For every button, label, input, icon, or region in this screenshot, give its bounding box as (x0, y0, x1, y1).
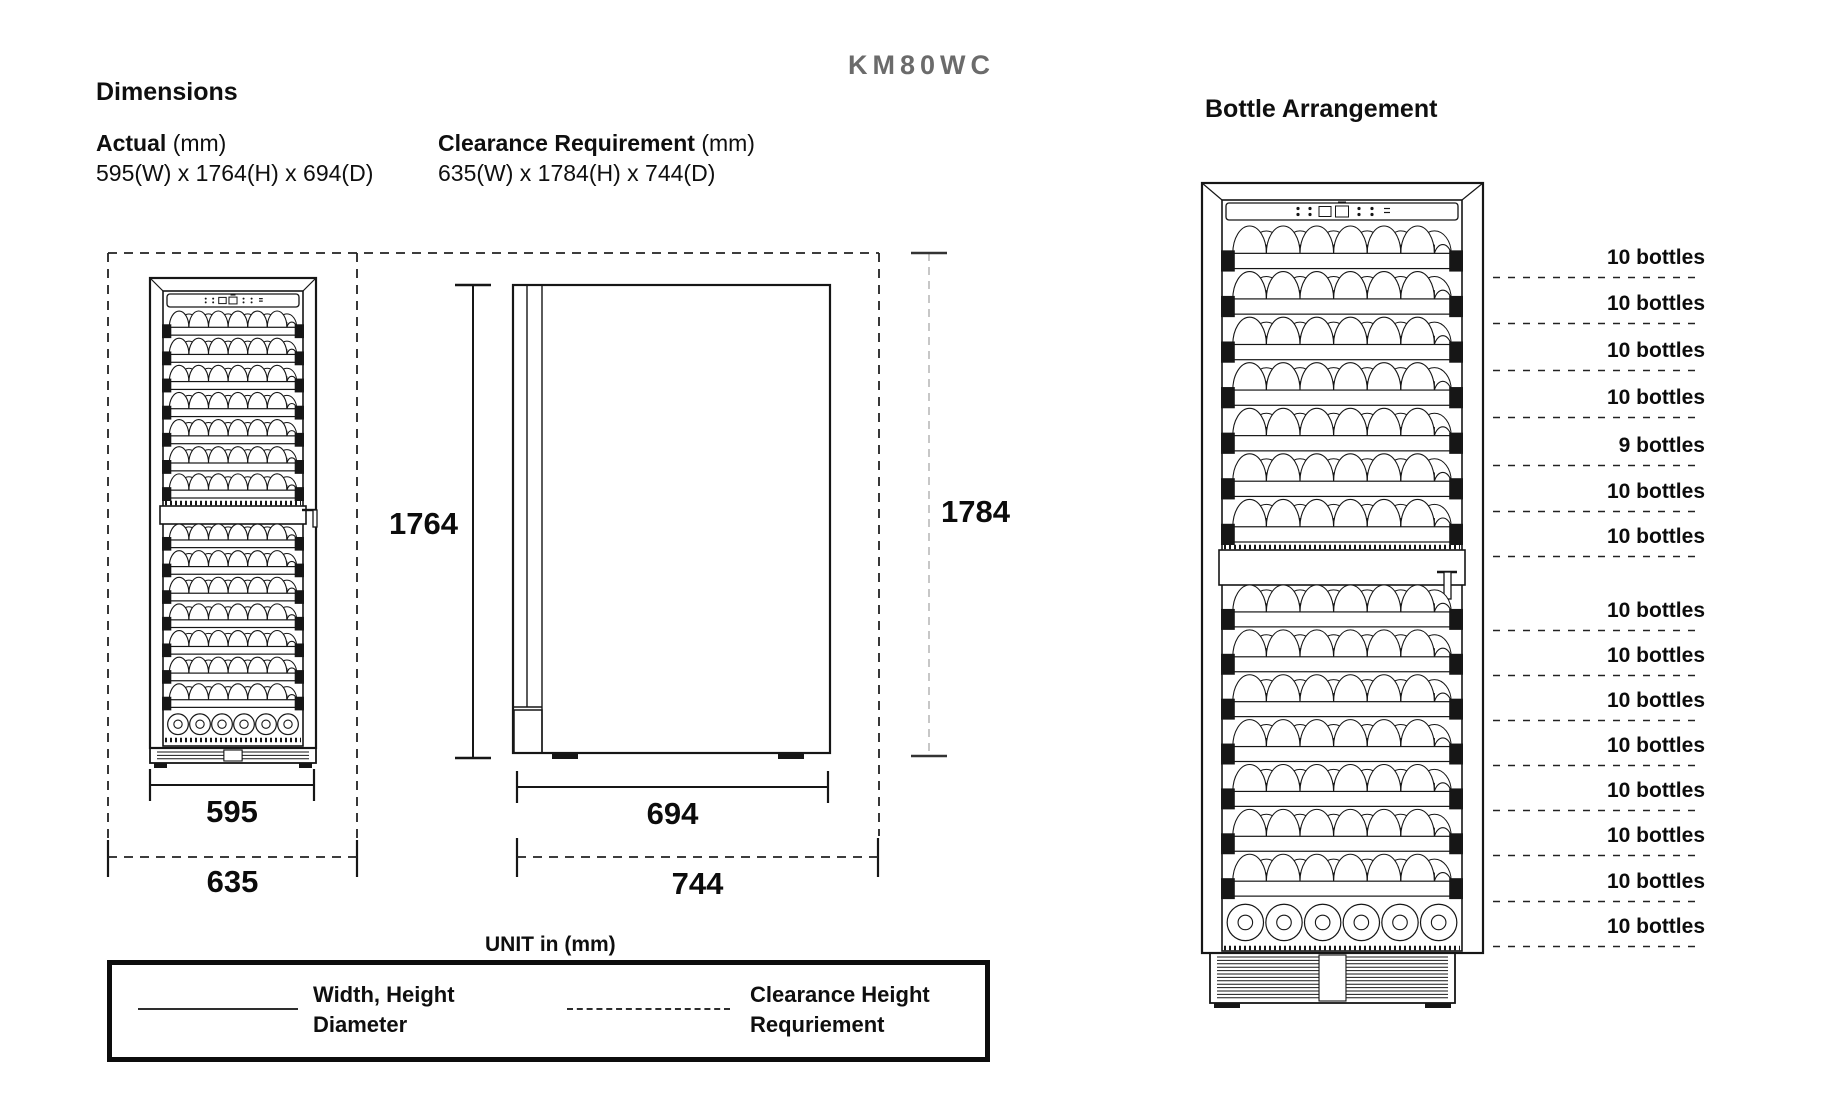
bottle-count-label: 10 bottles (1606, 915, 1705, 938)
dim-label-width-clearance: 635 (206, 864, 259, 899)
bottle-bottom-row (1227, 904, 1457, 940)
legend-dashed-line1: Clearance Height (750, 982, 930, 1007)
control-panel (1226, 203, 1458, 221)
front-view-drawing (150, 278, 317, 768)
foot (1214, 1003, 1240, 1008)
dim-label-depth-clearance: 744 (671, 866, 724, 901)
bottle-shelf (162, 474, 304, 501)
foot (1425, 1003, 1451, 1008)
bottle-shelf (1221, 764, 1463, 809)
clearance-dims-value: 635(W) x 1784(H) x 744(D) (438, 160, 716, 186)
legend-dashed-label (750, 980, 930, 1040)
bottle-shelf (1221, 809, 1463, 854)
vent-grille (1210, 953, 1455, 1003)
bottle-count-label: 10 bottles (1606, 870, 1705, 893)
dim-label-depth-actual: 694 (646, 796, 699, 831)
bottle-shelf (1221, 363, 1463, 409)
page-title: KM80WC (847, 50, 995, 80)
side-view-drawing (513, 285, 830, 759)
legend-dashed-line2: Requriement (750, 1012, 885, 1037)
unit-note: UNIT in (mm) (485, 933, 616, 956)
bottle-shelf (1221, 499, 1463, 545)
bottle-count-label: 10 bottles (1606, 779, 1705, 802)
bottle-shelf (162, 604, 304, 631)
bottle-count-label: 10 bottles (1606, 689, 1705, 712)
bottle-shelf (162, 657, 304, 684)
bottle-shelf (162, 577, 304, 604)
bottle-shelf (162, 311, 304, 338)
bottle-bottom-row (168, 714, 299, 735)
bottle-count-label: 9 bottles (1618, 434, 1705, 457)
clearance-dims-label (438, 130, 755, 157)
legend-solid-line1: Width, Height (313, 982, 455, 1007)
actual-dims-value: 595(W) x 1764(H) x 694(D) (96, 160, 374, 186)
dimensions-heading: Dimensions (96, 78, 238, 106)
bottle-count-label: 10 bottles (1606, 525, 1705, 548)
bottle-count-label: 10 bottles (1606, 824, 1705, 847)
bottle-shelf (162, 684, 304, 711)
bottle-count-label: 10 bottles (1606, 386, 1705, 409)
legend-dashed-line-sample (567, 1008, 730, 1010)
bottle-shelf (1221, 630, 1463, 675)
bottle-shelf (162, 631, 304, 658)
bottle-count-label: 10 bottles (1606, 246, 1705, 269)
bottle-shelf (1221, 454, 1463, 500)
bottle-shelf (162, 524, 304, 551)
dim-label-width-actual: 595 (206, 794, 258, 829)
bottle-shelf (1221, 675, 1463, 720)
clearance-label: Clearance Requirement (438, 130, 695, 156)
bottle-shelf (1221, 720, 1463, 765)
foot (154, 763, 167, 768)
dim-label-height-actual: 1764 (389, 506, 458, 541)
dim-line-height-actual (455, 285, 491, 758)
bottle-count-label: 10 bottles (1606, 734, 1705, 757)
legend-solid-line-sample (138, 1008, 298, 1010)
bottle-shelf (1221, 408, 1463, 454)
bottle-arrangement-drawing (1202, 183, 1483, 1008)
bottle-shelf (162, 551, 304, 578)
bottle-shelf (1221, 585, 1463, 630)
bottle-shelf (162, 447, 304, 474)
actual-unit: (mm) (172, 130, 227, 156)
bottle-shelf (162, 420, 304, 447)
vent-grille (150, 748, 316, 763)
control-panel (167, 294, 299, 307)
bottle-count-label: 10 bottles (1606, 339, 1705, 362)
legend-solid-label (313, 980, 455, 1040)
bottle-shelf (162, 338, 304, 365)
bottle-arrangement-heading: Bottle Arrangement (1205, 95, 1438, 123)
bottle-shelf (162, 392, 304, 419)
clearance-unit: (mm) (701, 130, 755, 156)
bottle-shelf (1221, 317, 1463, 363)
bottle-count-label: 10 bottles (1606, 480, 1705, 503)
actual-label: Actual (96, 130, 167, 156)
bottle-count-label: 10 bottles (1606, 292, 1705, 315)
dim-label-height-clearance: 1784 (941, 494, 1010, 529)
bottle-count-label: 10 bottles (1606, 644, 1705, 667)
bottle-shelf (162, 365, 304, 392)
actual-dims-label (96, 130, 226, 157)
legend-solid-line2: Diameter (313, 1012, 408, 1037)
bottle-shelf (1221, 854, 1463, 899)
bottle-count-label: 10 bottles (1606, 599, 1705, 622)
foot (299, 763, 312, 768)
bottle-shelf (1221, 272, 1463, 318)
bottle-shelf (1221, 226, 1463, 272)
